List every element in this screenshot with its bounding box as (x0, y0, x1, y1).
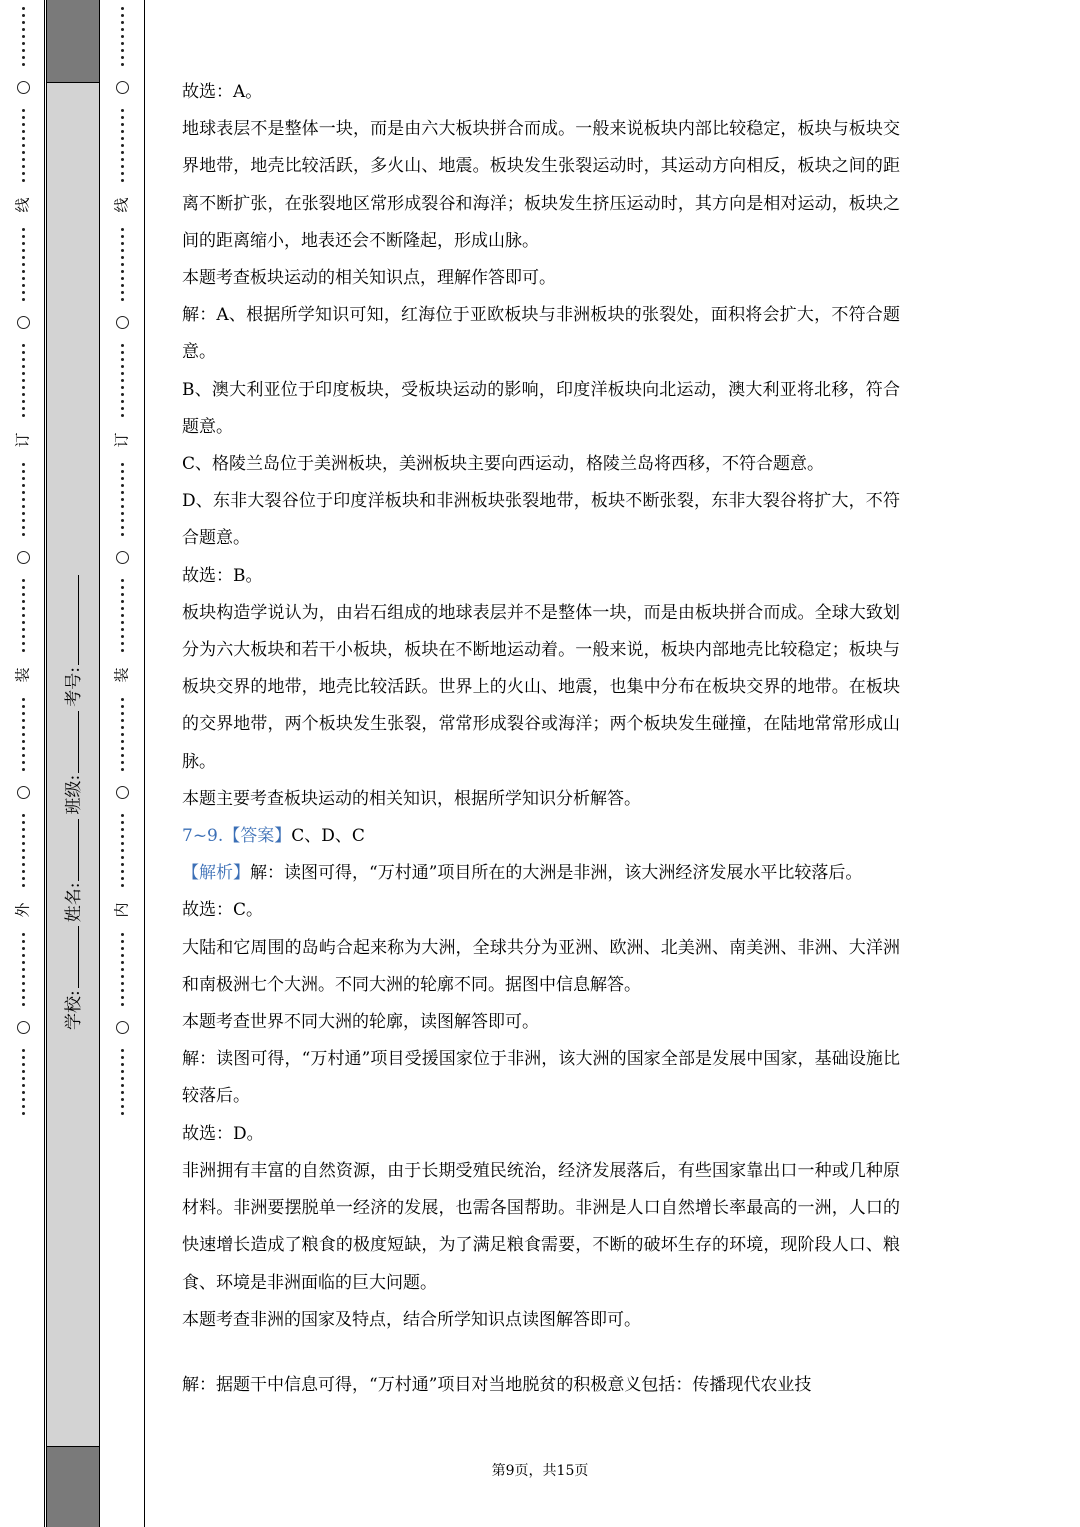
binding-dots (121, 931, 124, 1008)
band-top-block (47, 0, 99, 83)
binding-circle (17, 551, 30, 564)
binding-circle (116, 316, 129, 329)
binding-char: 装 (13, 667, 32, 683)
paragraph: B、澳大利亚位于印度板块，受板块运动的影响，印度洋板块向北运动，澳大利亚将北移，符合题意。 (182, 379, 900, 437)
binding-char: 订 (13, 432, 32, 448)
binding-dots (121, 577, 124, 654)
binding-dots (22, 226, 25, 303)
binding-char: 订 (112, 432, 131, 448)
binding-dots (22, 577, 25, 654)
page-footer: 第9页，共15页 (491, 1463, 589, 1479)
binding-dots (121, 696, 124, 773)
name-field (59, 819, 84, 923)
binding-dots (22, 812, 25, 889)
paragraph: 本题考查板块运动的相关知识点，理解作答即可。 (182, 268, 556, 289)
class-label: 班级: (63, 774, 84, 815)
binding-circle (116, 786, 129, 799)
binding-dots (121, 812, 124, 889)
inner-binding-marks (100, 0, 144, 1527)
paragraph: 故选：D。 (182, 1123, 264, 1144)
binding-dots (121, 107, 124, 184)
inner-binding-column (100, 0, 144, 1527)
analysis-line (182, 855, 900, 892)
paragraph: D、东非大裂谷位于印度洋板块和非洲板块张裂地带，板块不断张裂，东非大裂谷将扩大，不符合题意。 (182, 491, 900, 549)
paragraph: 故选：C。 (182, 900, 264, 921)
school-label: 学校: (63, 990, 84, 1030)
paragraph: 解：据题干中信息可得，“万村通”项目对当地脱贫的积极意义包括：传播现代农业技 (182, 1374, 812, 1395)
paragraph: 本题考查非洲的国家及特点，结合所学知识点读图解答即可。 (182, 1309, 641, 1330)
binding-dots (22, 1047, 25, 1117)
binding-circle (116, 1021, 129, 1034)
binding-dots (121, 226, 124, 303)
answer-line (182, 818, 900, 855)
binding-char: 内 (112, 902, 131, 918)
exam-number-label: 考号: (63, 667, 84, 707)
inner-binding-line (144, 0, 145, 1527)
band-bottom-block (47, 1446, 99, 1527)
binding-dots (121, 461, 124, 538)
binding-circle (17, 316, 30, 329)
document-body (182, 74, 900, 1404)
paragraph: 本题主要考查板块运动的相关知识，根据所学知识分析解答。 (182, 788, 641, 809)
binding-char: 外 (13, 902, 32, 918)
student-info-band (46, 0, 100, 1527)
binding-dots (22, 461, 25, 538)
class-field (59, 711, 84, 815)
outer-binding-column (0, 0, 46, 1527)
paragraph: 故选：B。 (182, 565, 263, 586)
class-blank (64, 711, 79, 773)
binding-char: 装 (112, 667, 131, 683)
binding-dots (121, 342, 124, 419)
outer-binding-marks (0, 0, 46, 1527)
question-number: 7~9. (182, 826, 224, 847)
binding-dots (121, 1047, 124, 1117)
student-info-fields (51, 470, 91, 1030)
binding-dots (22, 107, 25, 184)
answer-value: C、D、C (291, 826, 365, 847)
binding-char: 线 (13, 197, 32, 213)
paragraph: 地球表层不是整体一块，而是由六大板块拼合而成。一般来说板块内部比较稳定，板块与板块交界地带，地壳比较活跃，多火山、地震。板块发生张裂运动时，其运动方向相反，板块之间的距离不断扩张，在张裂地区常形成裂谷和海洋；板块发生挤压运动时，其方向是相对运动，板块之间的距离缩小，地表还会不断隆起，形成山脉。 (182, 119, 900, 251)
name-blank (64, 819, 79, 881)
spacer (182, 1339, 900, 1367)
binding-char: 线 (112, 197, 131, 213)
paragraph: 解：读图可得，“万村通”项目受援国家位于非洲，该大洲的国家全部是发展中国家，基础设施比较落后。 (182, 1049, 900, 1107)
paragraph: 故选：A。 (182, 82, 263, 102)
name-label: 姓名: (63, 882, 84, 923)
paragraph: 本题考查世界不同大洲的轮廓，读图解答即可。 (182, 1012, 539, 1033)
school-blank (64, 926, 79, 988)
binding-circle (17, 81, 30, 94)
binding-dots (22, 342, 25, 419)
binding-dots (22, 931, 25, 1008)
binding-circle (116, 81, 129, 94)
binding-circle (17, 1021, 30, 1034)
binding-dots (22, 696, 25, 773)
paragraph: 解：A、根据所学知识可知，红海位于亚欧板块与非洲板块的张裂处，面积将会扩大，不符合题意。 (182, 305, 900, 363)
paragraph: 板块构造学说认为，由岩石组成的地球表层并不是整体一块，而是由板块拼合而成。全球大致划分为六大板块和若干小板块，板块在不断地运动着。一般来说，板块内部地壳比较稳定；板块与板块交界的地带，地壳比较活跃。世界上的火山、地震，也集中分布在板块交界的地带。在板块的交界地带，两个板块发生张裂，常常形成裂谷或海洋；两个板块发生碰撞，在陆地常常形成山脉。 (182, 602, 900, 772)
binding-dots (22, 5, 25, 68)
binding-circle (17, 786, 30, 799)
analysis-tag: 【解析】 (182, 863, 250, 884)
paragraph: 非洲拥有丰富的自然资源，由于长期受殖民统治，经济发展落后，有些国家靠出口一种或几种原材料。非洲要摆脱单一经济的发展，也需各国帮助。非洲是人口自然增长率最高的一洲，人口的快速增长造成了粮食的极度短缺，为了满足粮食需要，不断的破坏生存的环境，现阶段人口、粮食、环境是非洲面临的巨大问题。 (182, 1160, 900, 1293)
binding-dots (121, 5, 124, 68)
school-field (59, 926, 84, 1030)
exam-number-blank (64, 575, 79, 665)
binding-circle (116, 551, 129, 564)
exam-number-field (59, 575, 84, 707)
paragraph: 大陆和它周围的岛屿合起来称为大洲，全球共分为亚洲、欧洲、北美洲、南美洲、非洲、大洋洲和南极洲七个大洲。不同大洲的轮廓不同。据图中信息解答。 (182, 937, 900, 995)
answer-tag: 【答案】 (223, 826, 292, 847)
paragraph: C、格陵兰岛位于美洲板块，美洲板块主要向西运动，格陵兰岛将西移，不符合题意。 (182, 454, 825, 475)
analysis-text: 解：读图可得，“万村通”项目所在的大洲是非洲，该大洲经济发展水平比较落后。 (250, 863, 863, 884)
